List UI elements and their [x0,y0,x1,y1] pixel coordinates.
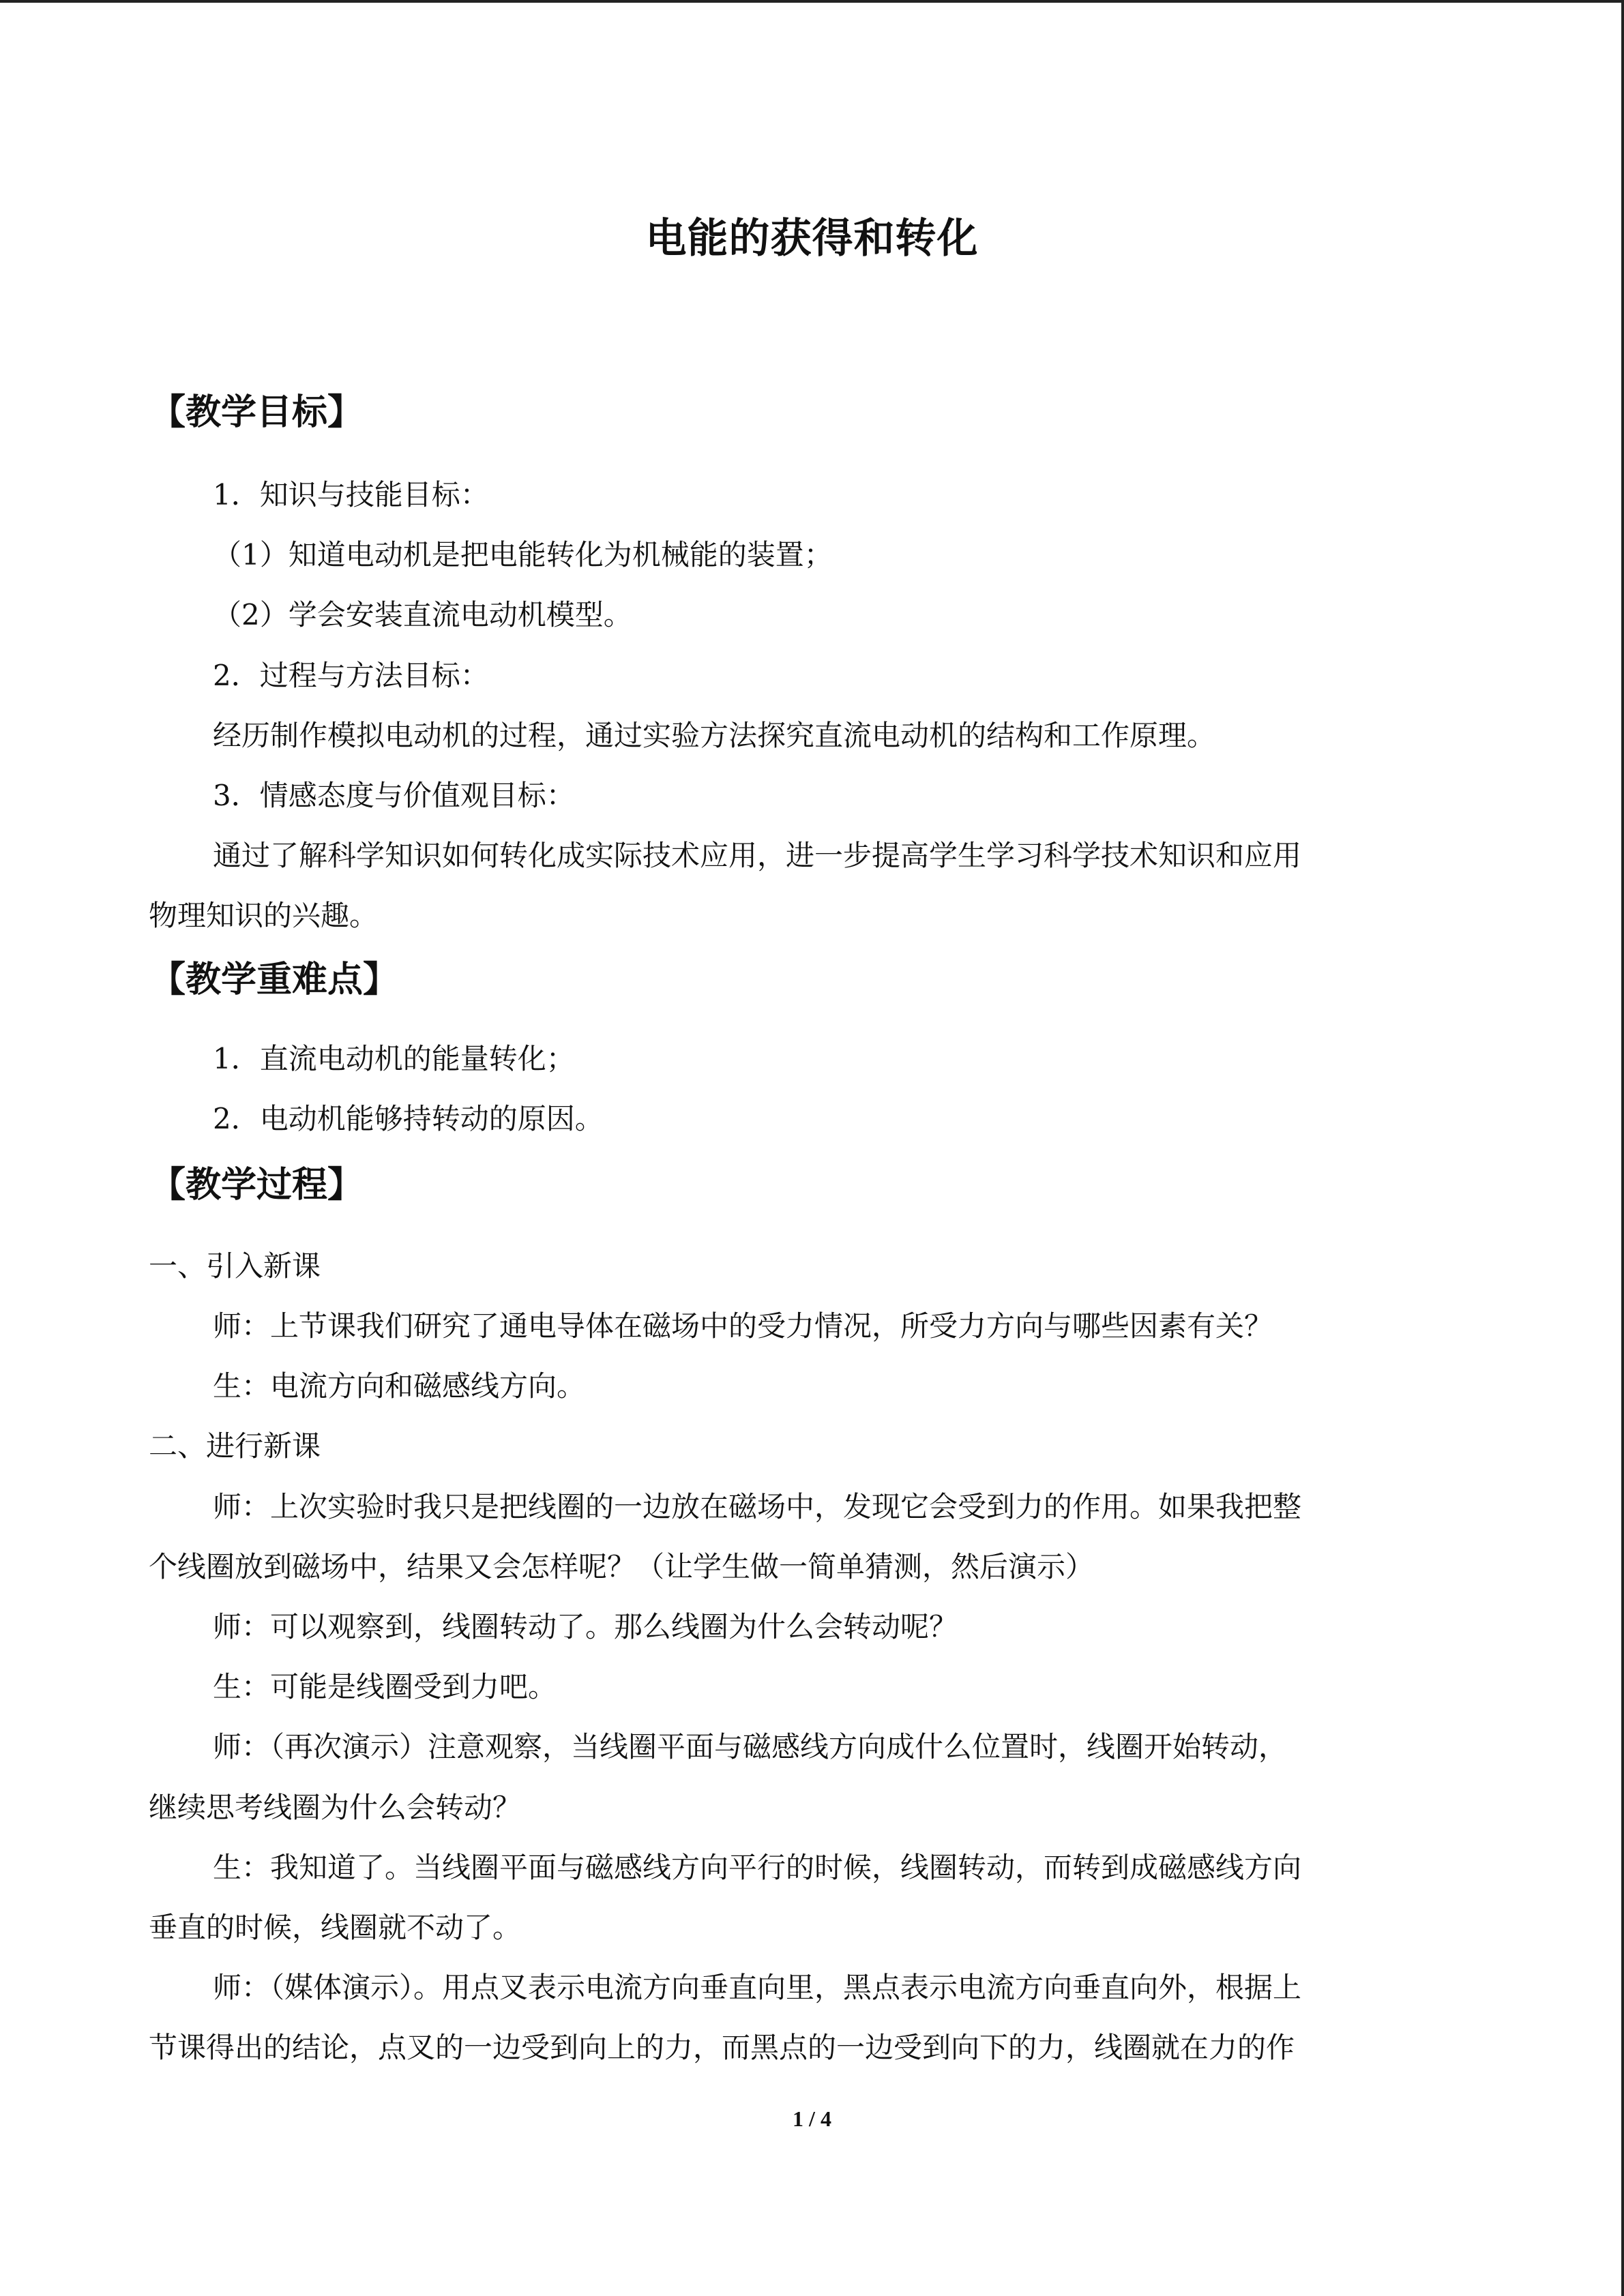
paragraph-line: （2）学会安装直流电动机模型。 [213,598,632,631]
section-heading-objectives: 【教学目标】 [150,392,364,433]
paragraph-line: 3．情感态度与价值观目标： [213,779,575,812]
page-right-border [1621,0,1624,2296]
paragraph-line: 1．知识与技能目标： [213,478,489,511]
paragraph-line: 师：上次实验时我只是把线圈的一边放在磁场中，发现它会受到力的作用。如果我把整 [213,1490,1302,1523]
paragraph-line: 一、引入新课 [149,1249,321,1283]
paragraph-line: 通过了解科学知识如何转化成实际技术应用，进一步提高学生学习科学技术知识和应用 [213,839,1302,872]
paragraph-line: 2．电动机能够持转动的原因。 [213,1102,604,1135]
paragraph-line: 节课得出的结论，点叉的一边受到向上的力，而黑点的一边受到向下的力，线圈就在力的作 [149,2031,1295,2064]
paragraph-line: 二、进行新课 [149,1429,321,1463]
paragraph-line: 师：（媒体演示）。用点叉表示电流方向垂直向里，黑点表示电流方向垂直向外，根据上 [213,1971,1302,2004]
paragraph-line: 个线圈放到磁场中，结果又会怎样呢？（让学生做一简单猜测，然后演示） [149,1550,1095,1583]
page-number: 1 / 4 [793,2106,831,2131]
paragraph-line: 1．直流电动机的能量转化； [213,1042,575,1075]
section-heading-process: 【教学过程】 [150,1165,364,1206]
paragraph-line: 生：可能是线圈受到力吧。 [213,1670,557,1703]
paragraph-line: （1）知道电动机是把电能转化为机械能的装置； [213,538,833,571]
page-top-border [0,0,1624,3]
paragraph-line: 2．过程与方法目标： [213,659,489,692]
paragraph-line: 师：可以观察到，线圈转动了。那么线圈为什么会转动呢？ [213,1610,958,1643]
paragraph-line: 经历制作模拟电动机的过程，通过实验方法探究直流电动机的结构和工作原理。 [213,719,1216,752]
paragraph-line: 继续思考线圈为什么会转动？ [149,1791,522,1824]
paragraph-line: 师：（再次演示）注意观察，当线圈平面与磁感线方向成什么位置时，线圈开始转动， [213,1730,1288,1763]
paragraph-line: 生：我知道了。当线圈平面与磁感线方向平行的时候，线圈转动，而转到成磁感线方向 [213,1851,1302,1884]
paragraph-line: 生：电流方向和磁感线方向。 [213,1369,586,1403]
paragraph-line: 师：上节课我们研究了通电导体在磁场中的受力情况，所受力方向与哪些因素有关？ [213,1309,1273,1343]
paragraph-line: 物理知识的兴趣。 [149,899,379,932]
document-title: 电能的获得和转化 [645,215,979,263]
section-heading-key-points: 【教学重难点】 [150,959,399,1000]
paragraph-line: 垂直的时候，线圈就不动了。 [149,1911,522,1944]
